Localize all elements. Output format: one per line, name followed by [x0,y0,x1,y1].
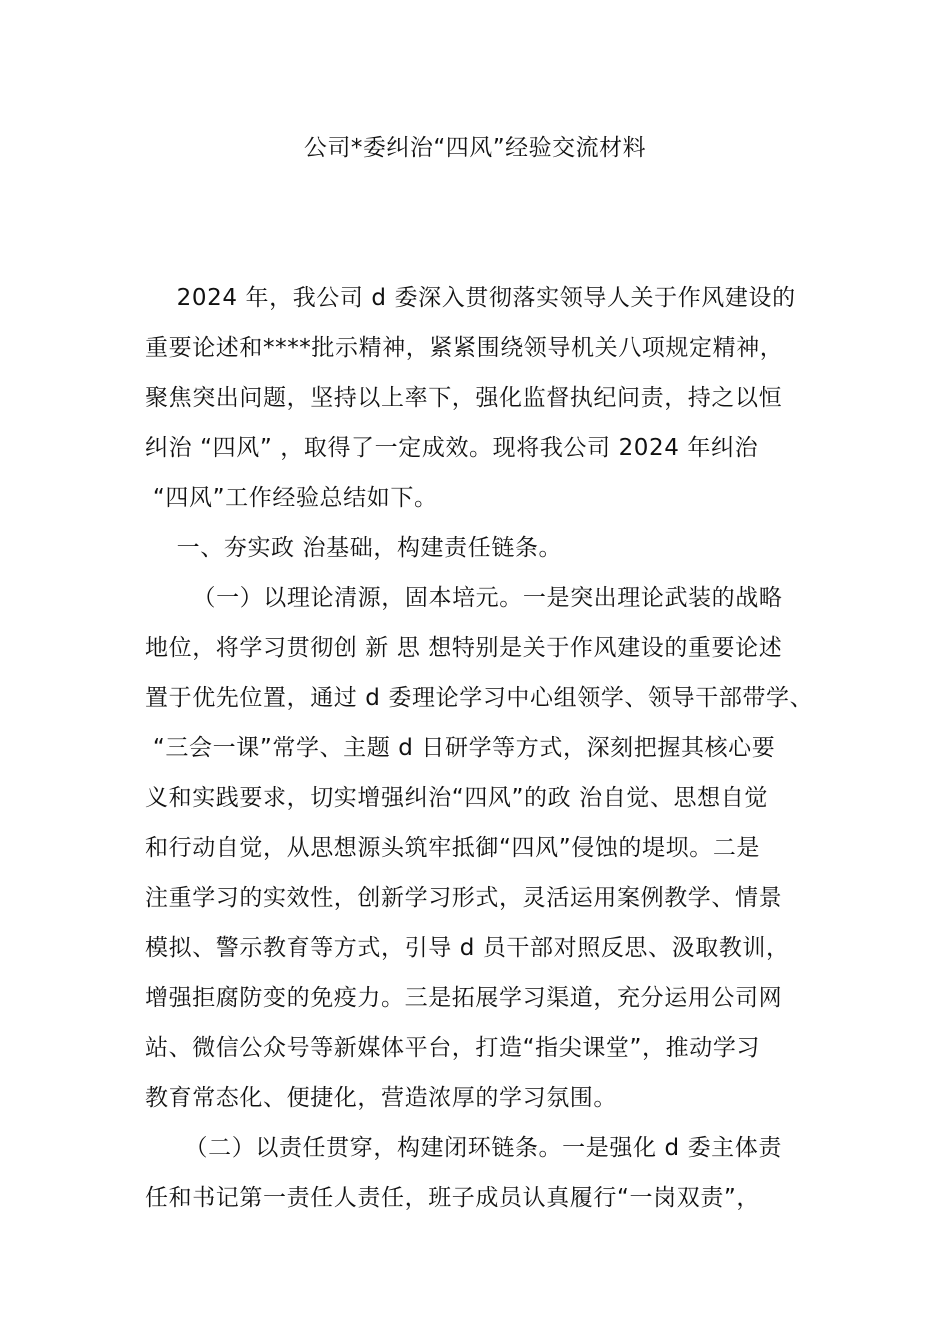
subsection-heading: （一）以理论清源，固本培元。一是突出理论武装的战略 [145,585,783,611]
subsection-heading: （二）以责任贯穿，构建闭环链条。一是强化 d 委主体责 [145,1135,782,1161]
body-line: 站、微信公众号等新媒体平台，打造“指尖课堂”，推动学习 [145,1035,761,1061]
body-line: 模拟、警示教育等方式，引导 d 员干部对照反思、汲取教训， [145,935,790,961]
body-line: 2024 年，我公司 d 委深入贯彻落实领导人关于作风建设的 [145,285,796,311]
body-line: 置于优先位置，通过 d 委理论学习中心组领学、领导干部带学、 [145,685,814,711]
body-line: 纠治 “四风” ，取得了一定成效。现将我公司 2024 年纠治 [145,435,759,461]
body-line: 和行动自觉，从思想源头筑牢抵御“四风”侵蚀的堤坝。二是 [145,835,761,861]
section-heading: 一、夯实政 治基础，构建责任链条。 [145,535,563,561]
body-line: “三会一课”常学、主题 d 日研学等方式，深刻把握其核心要 [145,735,776,761]
body-line: 聚焦突出问题，坚持以上率下，强化监督执纪问责，持之以恒 [145,385,783,411]
body-line: 地位，将学习贯彻创 新 思 想特别是关于作风建设的重要论述 [145,635,783,661]
body-line: “四风”工作经验总结如下。 [145,485,438,511]
body-line: 任和书记第一责任人责任，班子成员认真履行“一岗双责”， [145,1185,761,1211]
document-title: 公司*委纠治“四风”经验交流材料 [303,135,647,161]
body-line: 义和实践要求，切实增强纠治“四风”的政 治自觉、思想自觉 [145,785,768,811]
body-line: 重要论述和****批示精神，紧紧围绕领导机关八项规定精神， [145,335,784,361]
body-line: 注重学习的实效性，创新学习形式，灵活运用案例教学、情景 [145,885,783,911]
body-line: 教育常态化、便捷化，营造浓厚的学习氛围。 [145,1085,617,1111]
body-line: 增强拒腐防变的免疫力。三是拓展学习渠道，充分运用公司网 [145,985,783,1011]
